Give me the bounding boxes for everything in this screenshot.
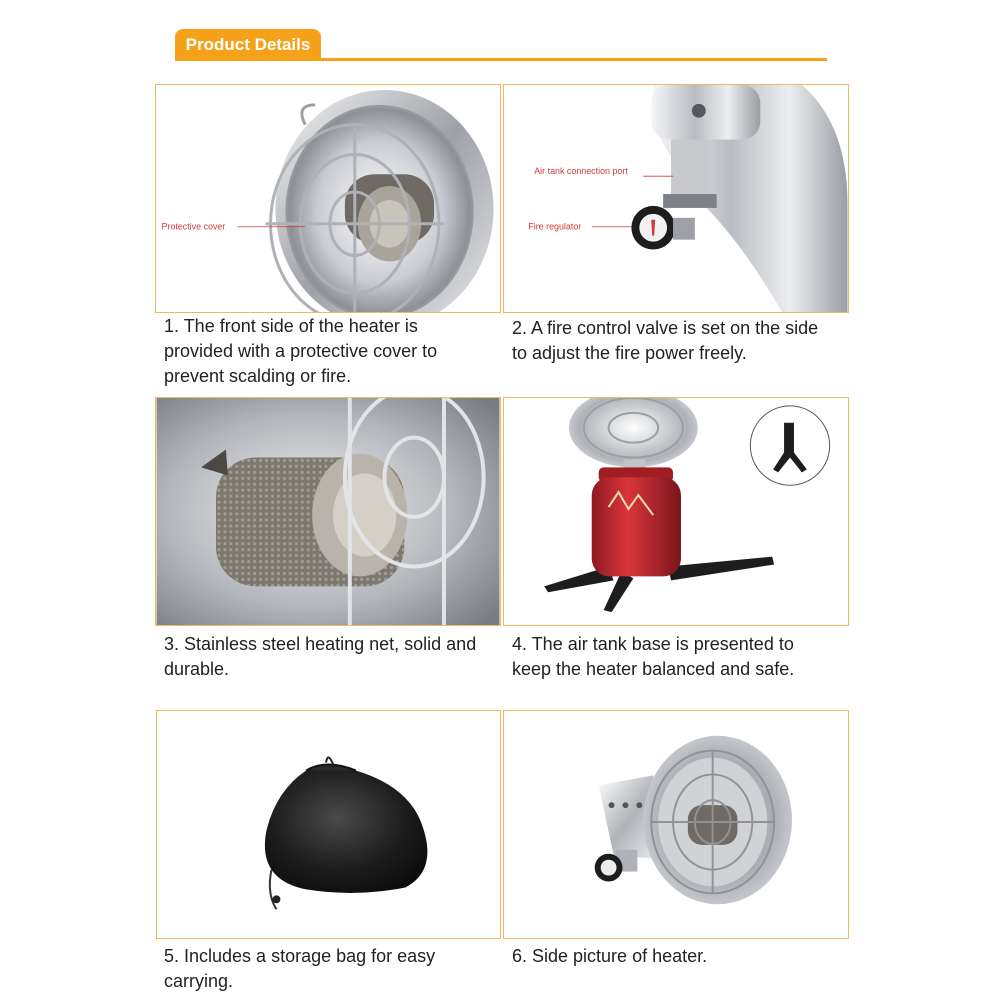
section-divider [175, 58, 827, 61]
caption-3: 3. Stainless steel heating net, solid and durable. [164, 634, 477, 679]
heater-front-illustration [156, 85, 500, 312]
heating-net-illustration [156, 398, 500, 625]
product-image-protective-cover [155, 84, 501, 313]
product-image-air-tank-base [503, 397, 849, 626]
callout-air-tank-port: Air tank connection port [534, 166, 628, 177]
caption-5: 5. Includes a storage bag for easy carrying. [164, 946, 436, 991]
caption-1: 1. The front side of the heater is provided with a protective cover to prevent scalding or fire. [164, 316, 438, 386]
section-title: Product Details [175, 29, 321, 61]
product-image-side-view [503, 710, 849, 939]
caption-2: 2. A fire control valve is set on the side to adjust the fire power freely. [512, 318, 819, 363]
product-image-fire-control-valve [503, 84, 849, 313]
heater-side-illustration [504, 711, 848, 938]
storage-bag-illustration [157, 711, 500, 938]
callout-fire-regulator: Fire regulator [528, 221, 582, 232]
caption-4: 4. The air tank base is presented to keep the heater balanced and safe. [512, 634, 795, 679]
tank-base-illustration [504, 398, 848, 625]
heater-valve-illustration [504, 85, 848, 312]
product-image-heating-net [155, 397, 501, 626]
product-image-storage-bag [156, 710, 501, 939]
callout-protective-cover: Protective cover [161, 221, 226, 232]
caption-6: 6. Side picture of heater. [512, 946, 708, 966]
